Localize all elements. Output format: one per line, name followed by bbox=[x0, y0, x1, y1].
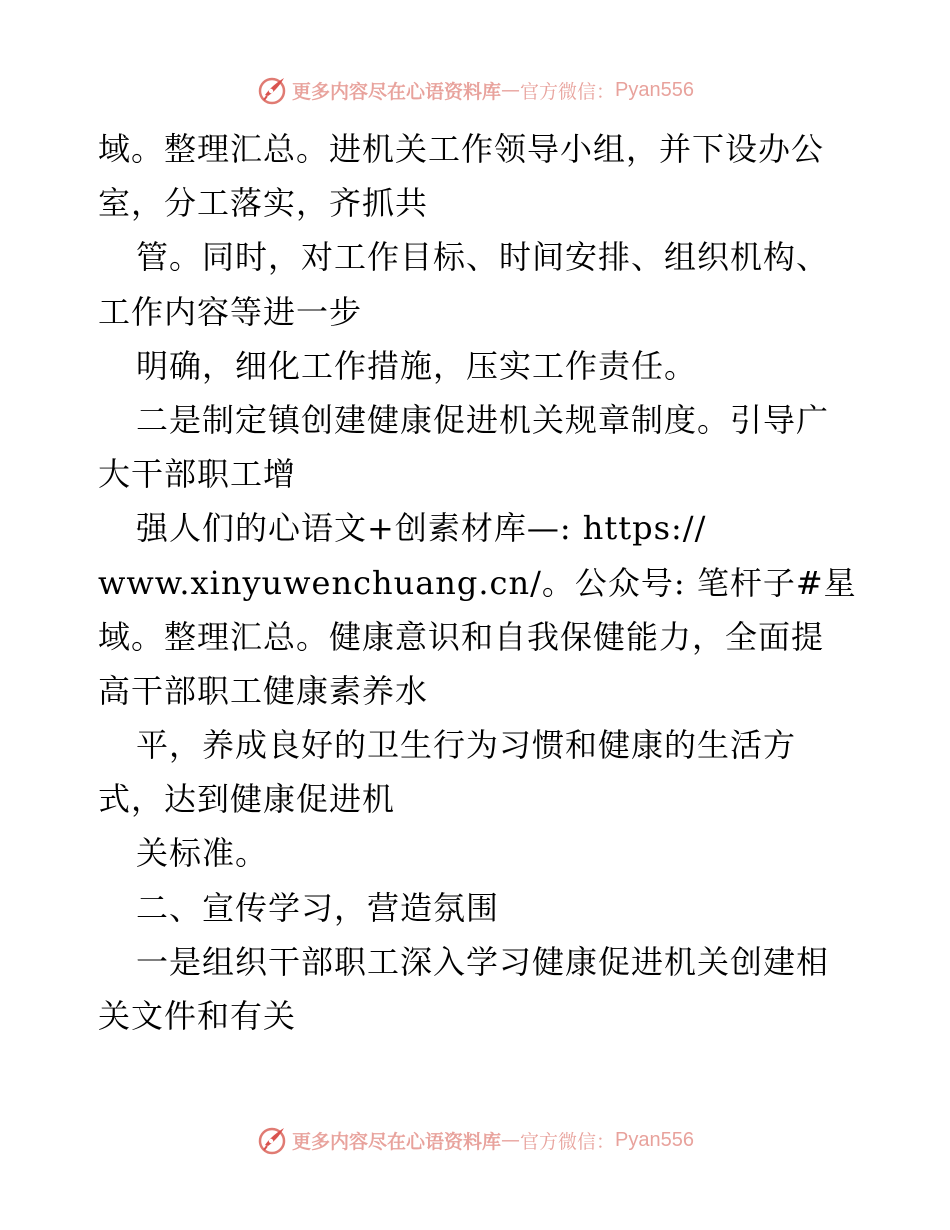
body-line: 室，分工落实，齐抓共 bbox=[98, 184, 429, 223]
body-line: 工作内容等进一步 bbox=[98, 292, 363, 331]
body-line: 式，达到健康促进机 bbox=[98, 780, 396, 819]
banner-separator: — bbox=[501, 1129, 521, 1151]
banner-wechat-id: Pyan556 bbox=[615, 78, 694, 101]
body-line: 域。整理汇总。健康意识和自我保健能力，全面提 bbox=[98, 617, 825, 656]
footer-watermark-banner bbox=[0, 1120, 950, 1160]
body-line: www.xinyuwenchuang.cn/。公众号: 笔杆子#星 bbox=[98, 563, 857, 602]
body-line: 一是组织干部职工深入学习健康促进机关创建相 bbox=[136, 942, 830, 981]
document-body bbox=[98, 122, 858, 1043]
body-line: 强人们的心语文+创素材库—: https:// bbox=[136, 509, 707, 548]
quill-circle-icon bbox=[256, 1124, 288, 1156]
body-line: 域。整理汇总。进机关工作领导小组，并下设办公 bbox=[98, 130, 825, 168]
banner-wechat-id: Pyan556 bbox=[615, 1128, 694, 1151]
body-line: 明确，细化工作措施，压实工作责任。 bbox=[136, 346, 698, 385]
body-line: 关标准。 bbox=[136, 834, 269, 873]
body-line: 二是制定镇创建健康促进机关规章制度。引导广 bbox=[136, 400, 830, 439]
banner-wechat-label: 官方微信： bbox=[520, 80, 616, 103]
body-line: 平，养成良好的卫生行为习惯和健康的生活方 bbox=[136, 726, 797, 765]
body-line: 关文件和有关 bbox=[98, 997, 297, 1035]
banner-separator: — bbox=[501, 79, 521, 101]
banner-main-text: 更多内容尽在心语资料库 bbox=[292, 80, 502, 103]
body-line: 二、宣传学习，营造氛围 bbox=[136, 888, 500, 927]
body-line: 高干部职工健康素养水 bbox=[98, 671, 429, 710]
body-line: 管。同时，对工作目标、时间安排、组织机构、 bbox=[136, 238, 830, 277]
quill-circle-icon bbox=[256, 74, 288, 106]
body-line: 大干部职工增 bbox=[98, 455, 297, 494]
banner-wechat-label: 官方微信： bbox=[520, 1130, 616, 1153]
header-watermark-banner bbox=[0, 70, 950, 110]
banner-main-text: 更多内容尽在心语资料库 bbox=[292, 1130, 502, 1153]
